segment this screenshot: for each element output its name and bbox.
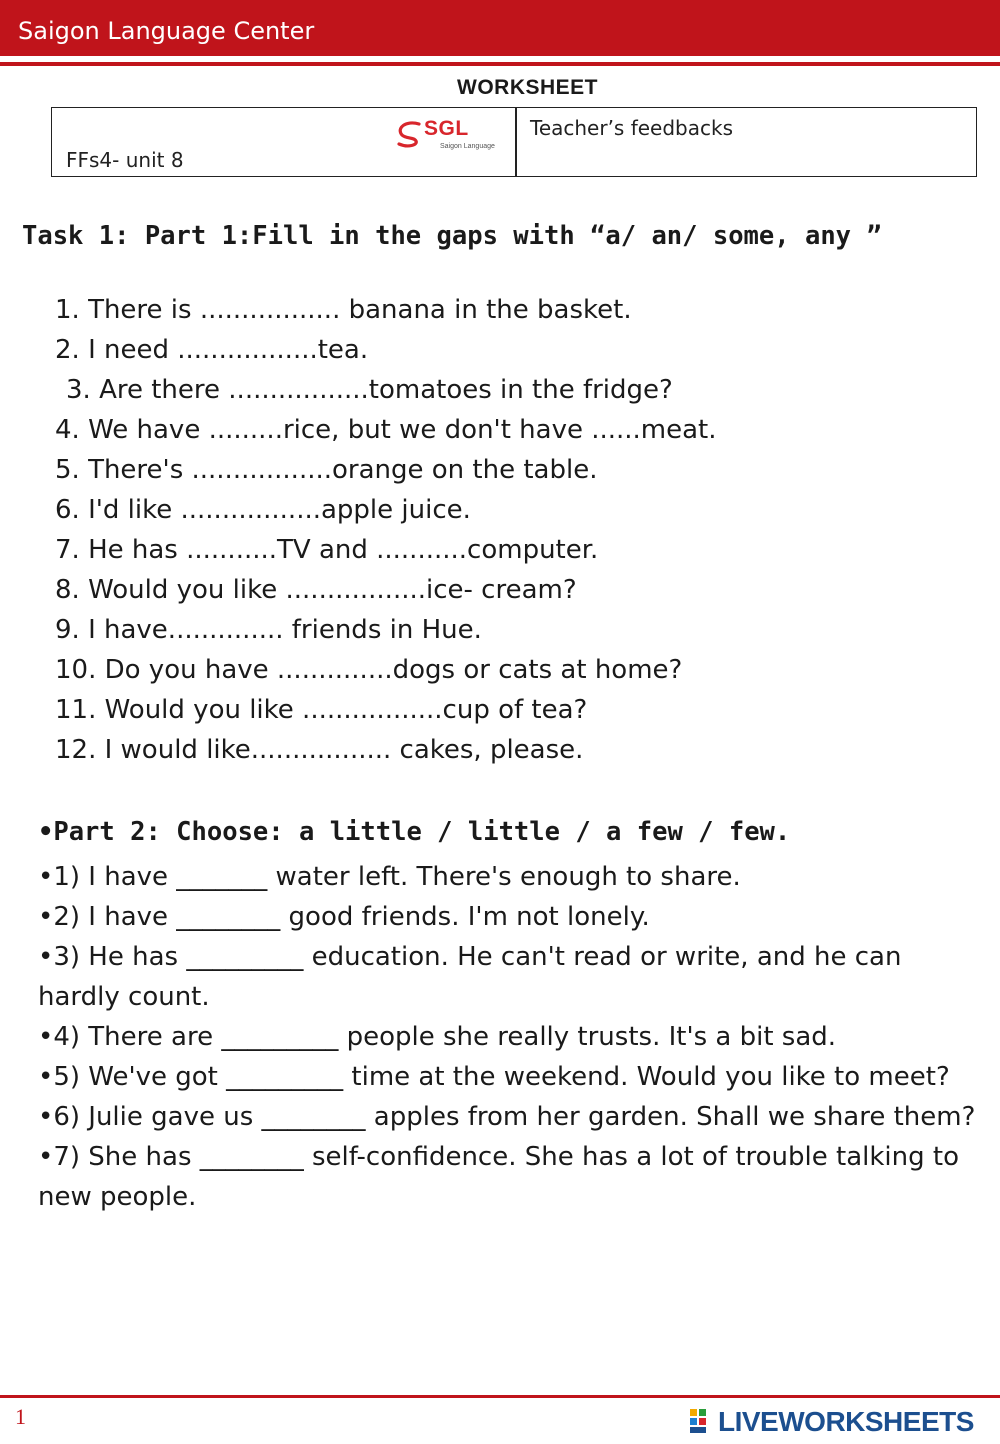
part2-item: •3) He has _________ education. He can't read or write, and he can hardly count. xyxy=(38,942,910,1012)
part2-item: •5) We've got _________ time at the weekend. Would you like to meet? xyxy=(38,1062,950,1092)
part1-item: 3. Are there .................tomatoes in the fridge? xyxy=(66,375,673,405)
part1-item: 6. I'd like .................apple juice. xyxy=(55,495,471,525)
part1-item: 4. We have .........rice, but we don't have ......meat. xyxy=(55,415,717,445)
sgl-logo xyxy=(394,116,512,152)
part2-item: •6) Julie gave us ________ apples from her garden. Shall we share them? xyxy=(38,1102,976,1132)
footer-divider xyxy=(0,1395,1000,1398)
part1-item: 7. He has ...........TV and ...........computer. xyxy=(55,535,599,565)
center-name: Saigon Language Center xyxy=(18,17,315,45)
header-divider xyxy=(0,62,1000,66)
part2-list xyxy=(38,857,978,1217)
part2-title: •Part 2: Choose: a little / little / a few / few. xyxy=(38,817,791,847)
part2-item: •2) I have ________ good friends. I'm not lonely. xyxy=(38,902,650,932)
part2-item: •4) There are _________ people she really trusts. It's a bit sad. xyxy=(38,1022,837,1052)
part1-item: 5. There's .................orange on the table. xyxy=(55,455,598,485)
part1-item: 9. I have.............. friends in Hue. xyxy=(55,615,482,645)
sgl-swoosh-icon xyxy=(394,118,424,148)
part1-item: 2. I need .................tea. xyxy=(55,335,369,365)
worksheet-heading: WORKSHEET xyxy=(457,76,598,99)
header-bar xyxy=(0,0,1000,56)
page-number: 1 xyxy=(15,1404,26,1429)
logo-subtitle: Saigon Language xyxy=(440,143,495,150)
liveworksheets-brand: LIVEWORKSHEETS xyxy=(718,1406,974,1437)
liveworksheets-grid-icon xyxy=(690,1409,716,1433)
part2-item: •1) I have _______ water left. There's enough to share. xyxy=(38,862,741,892)
logo-text: SGL xyxy=(424,117,469,140)
part1-item: 12. I would like................. cakes, please. xyxy=(55,735,584,765)
part1-item: 11. Would you like .................cup of tea? xyxy=(55,695,588,725)
part1-item: 10. Do you have ..............dogs or cats at home? xyxy=(55,655,683,685)
unit-label: FFs4- unit 8 xyxy=(66,148,184,172)
info-box xyxy=(51,107,977,177)
info-box-divider xyxy=(515,108,517,176)
task1-title: Task 1: Part 1:Fill in the gaps with “a/ an/ some, any ” xyxy=(22,221,882,251)
part1-item: 1. There is ................. banana in the basket. xyxy=(55,295,632,325)
part1-item: 8. Would you like .................ice- cream? xyxy=(55,575,577,605)
part2-item: •7) She has ________ self-confidence. She has a lot of trouble talking to new people. xyxy=(38,1142,968,1212)
teacher-feedback-label: Teacher’s feedbacks xyxy=(530,116,734,140)
